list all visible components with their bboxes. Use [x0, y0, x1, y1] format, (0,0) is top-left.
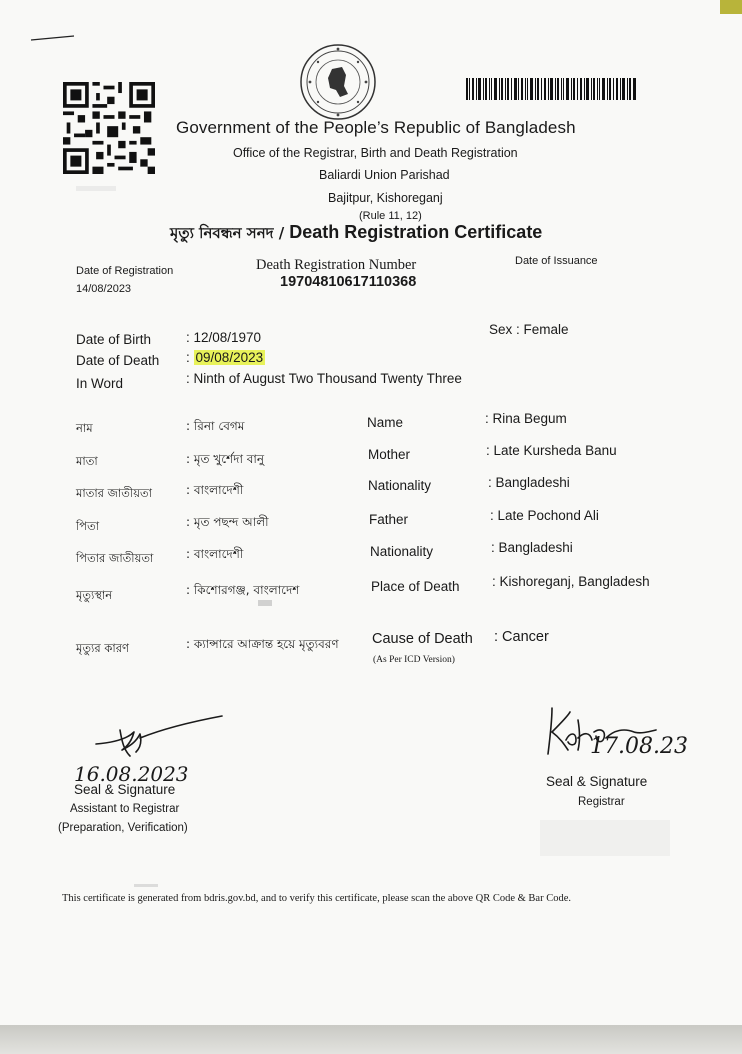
- row-en-label: Cause of Death: [372, 631, 473, 647]
- row-en-value: : Late Kursheda Banu: [486, 443, 617, 458]
- row-bn-value: : মৃত পছন্দ আলী: [186, 515, 269, 529]
- registration-number-label: Death Registration Number: [256, 257, 417, 273]
- row-bn-value: : বাংলাদেশী: [186, 547, 244, 561]
- location-heading: Bajitpur, Kishoreganj: [328, 191, 443, 205]
- barcode-icon[interactable]: [466, 78, 636, 100]
- row-bn-value: : রিনা বেগম: [186, 419, 245, 433]
- row-en-value: : Bangladeshi: [488, 475, 570, 490]
- paper-speckle: [76, 186, 116, 191]
- row-bn-value: : ক্যান্সারে আক্রান্ত হয়ে মৃত্যুবরণ: [186, 637, 339, 651]
- sex-value: Sex : Female: [489, 322, 569, 337]
- assistant-seal-label: Seal & Signature: [74, 782, 176, 797]
- row-en-label: Father: [369, 512, 409, 527]
- union-heading: Baliardi Union Parishad: [319, 168, 450, 182]
- row-en-label: Place of Death: [371, 579, 460, 594]
- row-en-label: Nationality: [370, 544, 434, 559]
- row-bn-label: মৃত্যুস্থান: [76, 588, 113, 602]
- row-bn-value: : মৃত খুর্শেদা বানু: [186, 452, 265, 466]
- paper-speckle: [258, 600, 272, 606]
- page-bottom-shadow: [0, 1025, 742, 1054]
- registrar-handwritten-date: 17.08.23: [590, 734, 688, 759]
- registration-date-label: Date of Registration: [76, 265, 174, 277]
- row-en-label: Nationality: [368, 478, 432, 493]
- page-corner: [720, 0, 742, 14]
- row-en-label: Name: [367, 415, 404, 430]
- inword-label: In Word: [76, 376, 124, 391]
- title-english: Death Registration Certificate: [289, 222, 543, 242]
- row-en-value: : Late Pochond Ali: [490, 508, 599, 523]
- row-bn-value: : কিশোরগঞ্জ, বাংলাদেশ: [186, 583, 300, 597]
- assistant-handwritten-date: 16.08.2023: [74, 762, 189, 786]
- dod-colon: :: [186, 350, 190, 365]
- row-bn-label: পিতা: [76, 519, 100, 533]
- verification-footer: This certificate is generated from bdris.gov.bd, and to verify this certificate, please scan the above QR Code & Bar Code.: [62, 893, 571, 904]
- qr-code-icon[interactable]: [62, 82, 156, 174]
- registration-number-value: 19704810617110368: [280, 274, 417, 290]
- inword-value: : Ninth of August Two Thousand Twenty Three: [186, 371, 462, 386]
- row-en-value: : Bangladeshi: [491, 540, 573, 555]
- row-bn-label: মৃত্যুর কারণ: [76, 641, 129, 655]
- dod-label: Date of Death: [76, 353, 160, 368]
- row-en-value: : Cancer: [494, 629, 549, 645]
- certificate-title: [170, 222, 542, 247]
- row-en-value: : Kishoreganj, Bangladesh: [492, 574, 650, 589]
- assistant-role: Assistant to Registrar: [70, 803, 180, 815]
- dod-highlighted-date: 09/08/2023: [195, 350, 264, 365]
- government-heading: Government of the People’s Republic of Bangladesh: [176, 118, 576, 137]
- title-bangla: মৃত্যু নিবন্ধন সনদ /: [170, 224, 285, 242]
- dob-value: : 12/08/1970: [186, 330, 262, 345]
- issuance-date-label: Date of Issuance: [515, 255, 598, 267]
- registrar-seal-label: Seal & Signature: [546, 774, 648, 789]
- paper-speckle: [134, 884, 158, 887]
- row-bn-label: পিতার জাতীয়তা: [76, 551, 154, 565]
- dod-value: [186, 350, 265, 365]
- row-en-label: Mother: [368, 447, 411, 462]
- rule-text: (Rule 11, 12): [359, 210, 422, 222]
- pen-mark: [30, 34, 75, 42]
- row-bn-label: মাতা: [76, 454, 98, 468]
- row-bn-label: নাম: [76, 421, 93, 435]
- registration-date-value: 14/08/2023: [76, 283, 132, 295]
- faded-stamp: [540, 820, 670, 856]
- icd-note: (As Per ICD Version): [373, 655, 455, 665]
- row-bn-value: : বাংলাদেশী: [186, 483, 244, 497]
- row-bn-label: মাতার জাতীয়তা: [76, 486, 152, 500]
- office-heading: Office of the Registrar, Birth and Death Registration: [233, 146, 518, 160]
- assistant-note: (Preparation, Verification): [58, 822, 188, 834]
- dob-label: Date of Birth: [76, 332, 152, 347]
- row-en-value: : Rina Begum: [485, 411, 567, 426]
- registrar-role: Registrar: [578, 796, 625, 808]
- government-seal-icon: [298, 42, 378, 122]
